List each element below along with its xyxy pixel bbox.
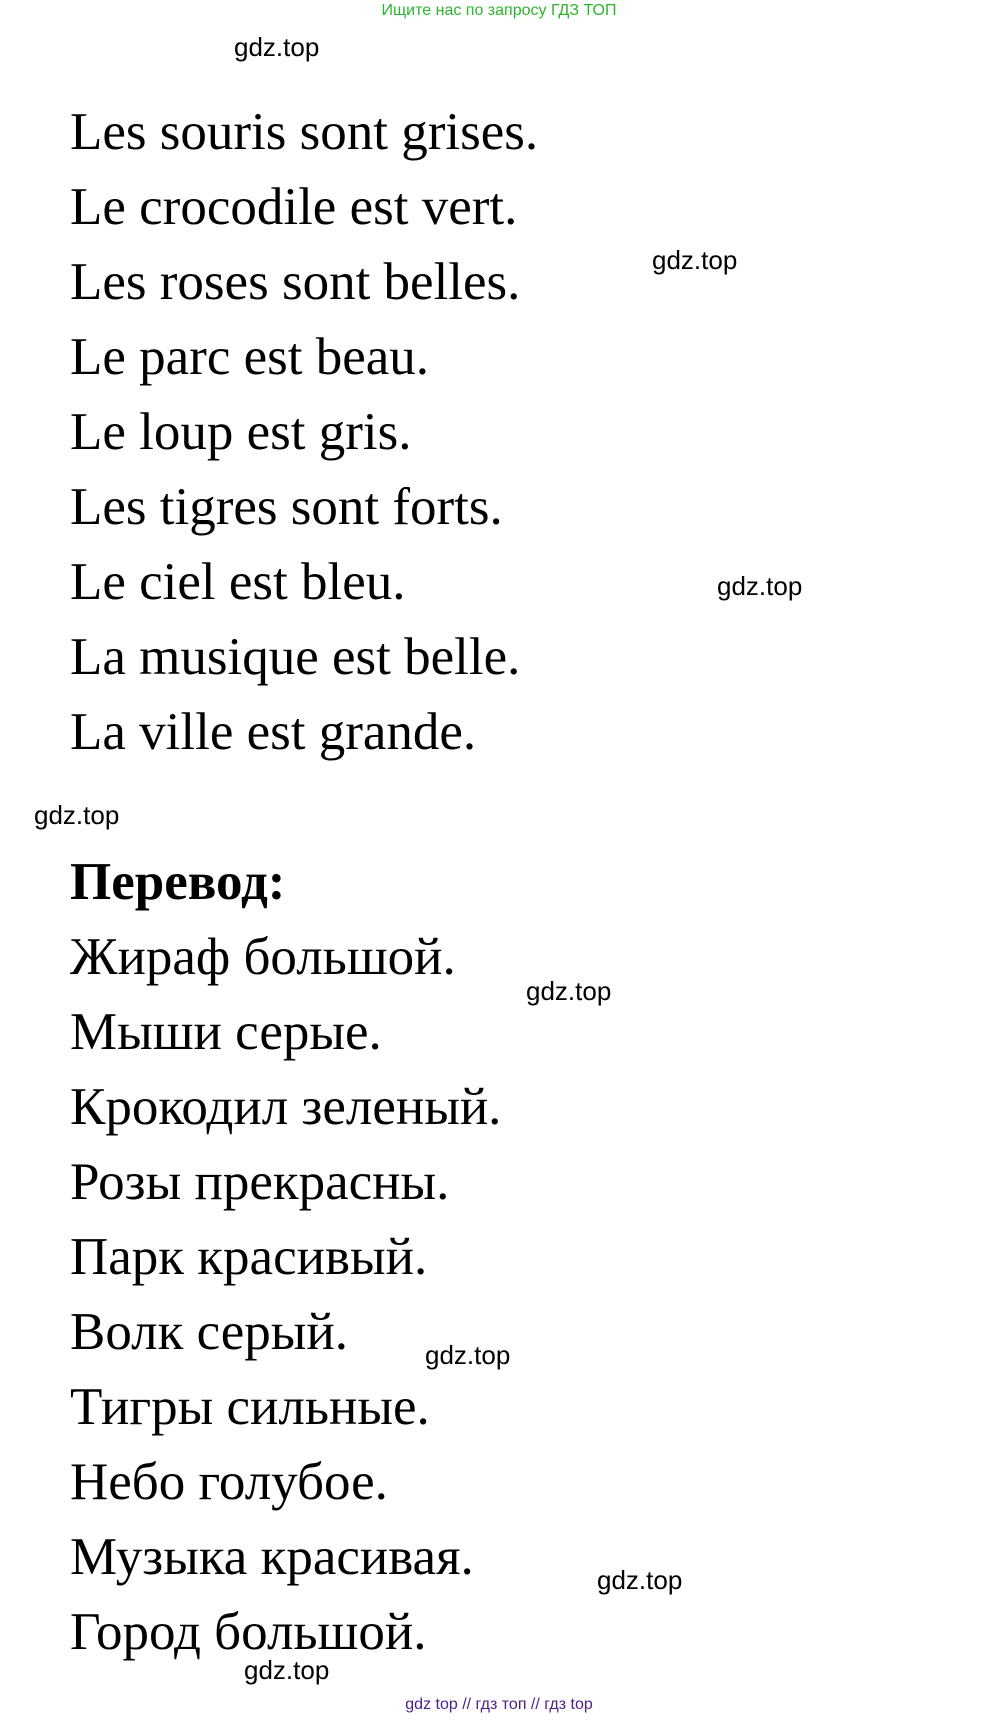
russian-sentence: Волк серый. bbox=[70, 1303, 349, 1361]
french-sentence: Le parc est beau. bbox=[70, 328, 430, 386]
watermark: gdz.top bbox=[34, 800, 120, 830]
russian-sentence: Парк красивый. bbox=[70, 1228, 428, 1286]
watermark: gdz.top bbox=[652, 245, 738, 275]
russian-sentence-list bbox=[70, 920, 950, 1670]
russian-sentence: Небо голубое. bbox=[70, 1453, 388, 1511]
russian-sentence: Мыши серые. bbox=[70, 1003, 382, 1061]
french-sentence-list bbox=[70, 95, 950, 770]
french-sentence: La musique est belle. bbox=[70, 628, 521, 686]
french-sentence: Les roses sont belles. bbox=[70, 253, 521, 311]
russian-sentence: Тигры сильные. bbox=[70, 1378, 430, 1436]
french-sentence: Les tigres sont forts. bbox=[70, 478, 503, 536]
french-sentence: Les souris sont grises. bbox=[70, 103, 539, 161]
watermark: gdz.top bbox=[425, 1340, 511, 1370]
search-banner[interactable]: Ищите нас по запросу ГДЗ ТОП bbox=[381, 2, 617, 19]
french-sentence: Le loup est gris. bbox=[70, 403, 412, 461]
document-body bbox=[70, 95, 950, 1670]
french-sentence: La ville est grande. bbox=[70, 703, 477, 761]
watermark: gdz.top bbox=[234, 32, 320, 62]
watermark: gdz.top bbox=[526, 976, 612, 1006]
watermark: gdz.top bbox=[244, 1655, 330, 1685]
translation-heading: Перевод: bbox=[70, 853, 286, 911]
russian-sentence: Жираф большой. bbox=[70, 928, 456, 986]
spacer bbox=[70, 770, 950, 845]
watermark: gdz.top bbox=[597, 1565, 683, 1595]
russian-sentence: Крокодил зеленый. bbox=[70, 1078, 502, 1136]
french-sentence: Le ciel est bleu. bbox=[70, 553, 406, 611]
watermark: gdz.top bbox=[717, 571, 803, 601]
french-sentence: Le crocodile est vert. bbox=[70, 178, 518, 236]
footer-links[interactable]: gdz top // гдз топ // гдз top bbox=[405, 1696, 593, 1713]
russian-sentence: Город большой. bbox=[70, 1603, 427, 1661]
russian-sentence: Розы прекрасны. bbox=[70, 1153, 450, 1211]
russian-sentence: Музыка красивая. bbox=[70, 1528, 474, 1586]
